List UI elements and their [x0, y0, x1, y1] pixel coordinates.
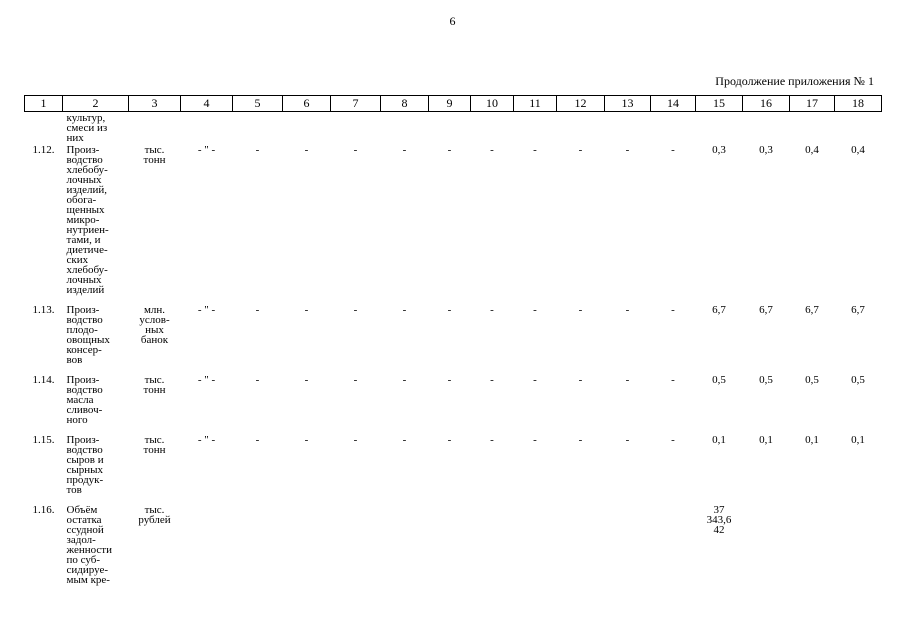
col-4-cell: - " - — [197, 434, 216, 446]
row-number: 1.13. — [32, 304, 55, 316]
col-5-cell: - — [255, 434, 260, 446]
col-9-cell — [429, 503, 471, 593]
col-16-cell: 0,3 — [759, 144, 773, 156]
col-17-cell — [790, 503, 835, 593]
col-14-cell: - — [671, 374, 675, 386]
column-header-6: 6 — [283, 96, 331, 112]
continuation-label: Продолжение приложения № 1 — [715, 74, 874, 88]
col-6-cell: - — [304, 374, 309, 386]
col-15-cell: 37 343,6 42 — [706, 504, 732, 536]
column-header-17: 17 — [790, 96, 835, 112]
col-12-cell: - — [578, 144, 583, 156]
column-header-2: 2 — [63, 96, 129, 112]
col-14-cell — [651, 503, 696, 593]
col-4-cell: - " - — [197, 304, 216, 316]
unit-cell: тыс. тонн — [143, 144, 166, 166]
col-14-cell: - — [671, 304, 675, 316]
col-15-cell: 0,3 — [712, 144, 726, 156]
table-row — [25, 303, 882, 373]
col-10-cell: - — [490, 304, 494, 316]
column-header-18: 18 — [835, 96, 882, 112]
column-header-5: 5 — [233, 96, 283, 112]
col-18-cell: 0,5 — [851, 374, 865, 386]
col-8-cell: - — [402, 144, 407, 156]
row-number: 1.16. — [32, 504, 55, 516]
col-17-cell: 0,5 — [805, 374, 819, 386]
column-header-8: 8 — [381, 96, 429, 112]
col-17-cell: 0,4 — [805, 144, 819, 156]
col-15-cell: 0,5 — [712, 374, 726, 386]
col-4-cell: - " - — [197, 374, 216, 386]
col-16-cell: 0,1 — [759, 434, 773, 446]
col-8-cell: - — [402, 434, 407, 446]
col-10-cell: - — [490, 144, 494, 156]
col-4-cell: - " - — [197, 144, 216, 156]
col-9-cell: - — [447, 374, 452, 386]
col-15-cell: 0,1 — [712, 434, 726, 446]
col-11-cell: - — [533, 304, 537, 316]
indicator-name: Произ- водство масла сливоч- ного — [66, 374, 103, 426]
unit-cell: млн. услов- ных банок — [139, 304, 170, 346]
col-7-cell — [331, 503, 381, 593]
col-14-cell: - — [671, 434, 675, 446]
table-row — [25, 143, 882, 303]
column-header-13: 13 — [605, 96, 651, 112]
table-row — [25, 503, 882, 593]
col-12-cell: - — [578, 374, 583, 386]
col-10-cell — [471, 503, 514, 593]
col-8-cell: - — [402, 374, 407, 386]
col-13-cell: - — [625, 144, 630, 156]
col-7-cell: - — [353, 434, 358, 446]
column-header-9: 9 — [429, 96, 471, 112]
col-17-cell: 0,1 — [805, 434, 819, 446]
col-9-cell: - — [447, 434, 452, 446]
col-13-cell: - — [625, 434, 630, 446]
col-8-cell — [381, 503, 429, 593]
table-row — [25, 373, 882, 433]
col-12-cell: - — [578, 434, 583, 446]
col-13-cell — [605, 503, 651, 593]
col-11-cell: - — [533, 374, 537, 386]
column-header-15: 15 — [696, 96, 743, 112]
col-7-cell: - — [353, 374, 358, 386]
col-18-cell: 6,7 — [851, 304, 865, 316]
col-18-cell: 0,1 — [851, 434, 865, 446]
data-table — [24, 95, 882, 593]
unit-cell: тыс. тонн — [143, 434, 166, 456]
col-6-cell: - — [304, 434, 309, 446]
col-8-cell: - — [402, 304, 407, 316]
col-16-cell: 6,7 — [759, 304, 773, 316]
col-18-cell — [835, 503, 882, 593]
column-header-10: 10 — [471, 96, 514, 112]
indicator-name: Объём остатка ссудной задол- женности по суб- сидируе- мым кре- — [66, 504, 112, 586]
header-row — [25, 96, 882, 112]
page-number: 6 — [449, 14, 456, 28]
row-number: 1.15. — [32, 434, 55, 446]
row-number — [25, 112, 63, 144]
col-7-cell: - — [353, 144, 358, 156]
col-9-cell: - — [447, 304, 452, 316]
col-6-cell — [283, 503, 331, 593]
col-18-cell: 0,4 — [851, 144, 865, 156]
col-5-cell: - — [255, 304, 260, 316]
indicator-name: Произ- водство сыров и сырных продук- тов — [66, 434, 104, 496]
col-6-cell: - — [304, 144, 309, 156]
col-15-cell: 6,7 — [712, 304, 726, 316]
indicator-name: Произ- водство хлебобу- лочных изделий, обога- щенных микро- нутриен- тами, и диетиче- ских хлебобу- лочных изделий — [66, 144, 109, 296]
column-header-3: 3 — [129, 96, 181, 112]
column-header-14: 14 — [651, 96, 696, 112]
col-5-cell: - — [255, 374, 260, 386]
col-16-cell: 0,5 — [759, 374, 773, 386]
unit-cell: тыс. рублей — [138, 504, 171, 526]
row-number: 1.12. — [32, 144, 55, 156]
table-row — [25, 433, 882, 503]
col-11-cell: - — [533, 144, 537, 156]
col-5-cell: - — [255, 144, 260, 156]
col-6-cell: - — [304, 304, 309, 316]
column-header-4: 4 — [181, 96, 233, 112]
column-header-1: 1 — [25, 96, 63, 112]
col-13-cell: - — [625, 304, 630, 316]
column-header-16: 16 — [743, 96, 790, 112]
column-header-11: 11 — [514, 96, 557, 112]
indicator-name: культур, смеси из них — [66, 112, 108, 144]
col-11-cell — [514, 503, 557, 593]
unit-cell: тыс. тонн — [143, 374, 166, 396]
indicator-name: Произ- водство плодо- овощных консер- вов — [66, 304, 110, 366]
continued-row — [25, 112, 882, 144]
col-11-cell: - — [533, 434, 537, 446]
col-12-cell — [557, 503, 605, 593]
col-16-cell — [743, 503, 790, 593]
col-4-cell — [181, 503, 233, 593]
column-header-12: 12 — [557, 96, 605, 112]
col-5-cell — [233, 503, 283, 593]
row-number: 1.14. — [32, 374, 55, 386]
col-17-cell: 6,7 — [805, 304, 819, 316]
col-13-cell: - — [625, 374, 630, 386]
col-10-cell: - — [490, 374, 494, 386]
col-9-cell: - — [447, 144, 452, 156]
col-14-cell: - — [671, 144, 675, 156]
col-12-cell: - — [578, 304, 583, 316]
col-7-cell: - — [353, 304, 358, 316]
column-header-7: 7 — [331, 96, 381, 112]
col-10-cell: - — [490, 434, 494, 446]
